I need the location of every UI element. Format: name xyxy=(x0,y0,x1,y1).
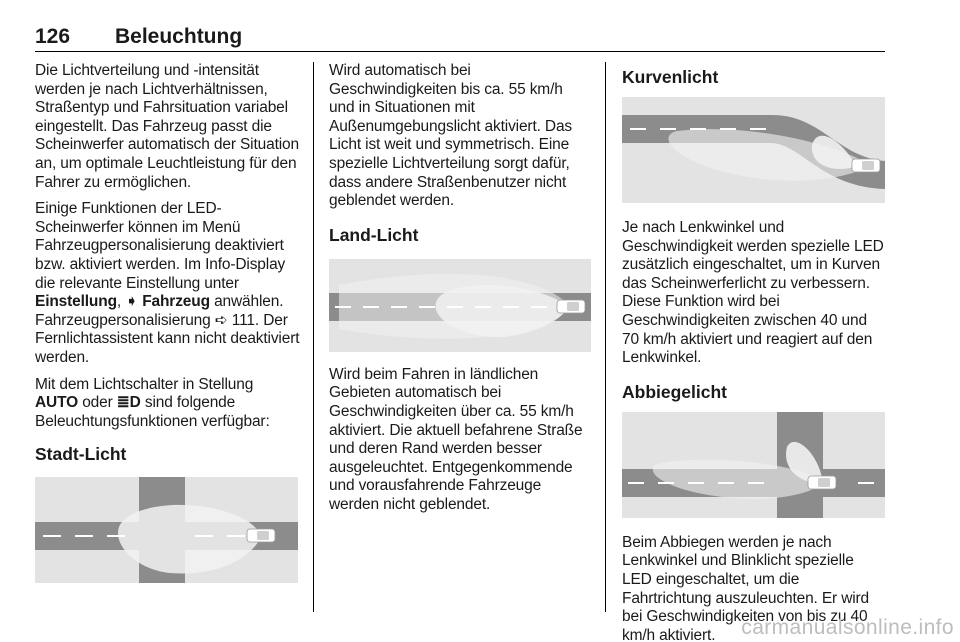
settings-paragraph: Einige Funktionen der LED-Scheinwerfer können im Menü Fahrzeugpersonalisierung deaktiviert bzw. aktiviert werden. Im Info-Display die relevante Einstellung unter Einstellung, ➧ Fahrzeug anwählen. Fahrzeugpersonalisierung ➪ 111. Der Fernlichtassistent kann nicht deaktiviert werden. xyxy=(35,200,300,366)
heading-stadt-licht: Stadt-Licht xyxy=(35,444,127,465)
car-icon xyxy=(852,159,880,172)
car-icon xyxy=(557,300,585,313)
illustration-cornering-light xyxy=(622,412,885,518)
low-beam-symbol: ≣D xyxy=(116,394,141,412)
column-divider-1 xyxy=(313,62,314,612)
heading-land-licht: Land-Licht xyxy=(329,224,419,245)
column-1 xyxy=(35,62,300,583)
page-number: 126 xyxy=(35,25,71,48)
heading-abbiegelicht: Abbiegelicht xyxy=(622,381,728,402)
cornering-light-description: Beim Abbiegen werden je nach Lenkwinkel und Blinklicht spezielle LED eingeschaltet, um die Fahrtrichtung auszuleuchten. Er wird bei Geschwindigkeiten von bis zu 40 km/h aktiviert. xyxy=(622,533,870,642)
page-title: Beleuchtung xyxy=(115,25,243,48)
car-icon xyxy=(247,529,275,542)
vehicle-label: Fahrzeug xyxy=(142,293,210,311)
column-3 xyxy=(622,62,886,642)
town-light-description: Wird automatisch bei Geschwindigkeiten bis ca. 55 km/h und in Situationen mit Außenumgebungslicht aktiviert. Das Licht ist weit und symmetrisch. Eine spezielle Lichtverteilung sorgt dafür, dass andere Straßenbenutzer nicht geblendet werden. xyxy=(329,62,573,210)
intro-paragraph: Die Lichtverteilung und -intensität werden je nach Lichtverhältnissen, Straßentyp und Fahrsituation variabel eingestellt. Das Fahrzeug passt die Scheinwerfer automatisch der Situation an, um optimale Leuchtleistung für den Fahrer zu ermöglichen. xyxy=(35,62,299,191)
page-header xyxy=(35,14,885,52)
country-light-description: Wird beim Fahren in ländlichen Gebieten automatisch bei Geschwindigkeiten über ca. 55 km/h aktiviert. Die aktuell befahrene Straße und deren Rand werden besser ausgeleuchtet. Entgegenkommende und vorausfahrende Fahrzeuge werden nicht geblendet. xyxy=(329,365,583,513)
auto-label: AUTO xyxy=(35,394,79,412)
column-divider-2 xyxy=(605,62,606,612)
car-icon xyxy=(808,476,836,489)
curve-light-description: Je nach Lenkwinkel und Geschwindigkeit werden spezielle LED zusätzlich eingeschaltet, um in Kurven das Scheinwerferlicht zu verbessern. Diese Funktion wird bei Geschwindigkeiten zwischen 40 und 70 km/h aktiviert und reagiert auf den Lenkwinkel. xyxy=(622,219,884,367)
heading-kurvenlicht: Kurvenlicht xyxy=(622,67,719,87)
illustration-country-light xyxy=(329,259,591,352)
illustration-curve-light xyxy=(622,97,885,203)
illustration-town-light xyxy=(35,477,298,583)
watermark: carmanualsonline.info xyxy=(741,616,954,639)
settings-label: Einstellung xyxy=(35,293,117,311)
column-2 xyxy=(329,62,591,515)
light-switch-paragraph: Mit dem Lichtschalter in Stellung AUTO oder ≣D sind folgende Beleuchtungsfunktionen verfügbar: xyxy=(35,375,270,430)
